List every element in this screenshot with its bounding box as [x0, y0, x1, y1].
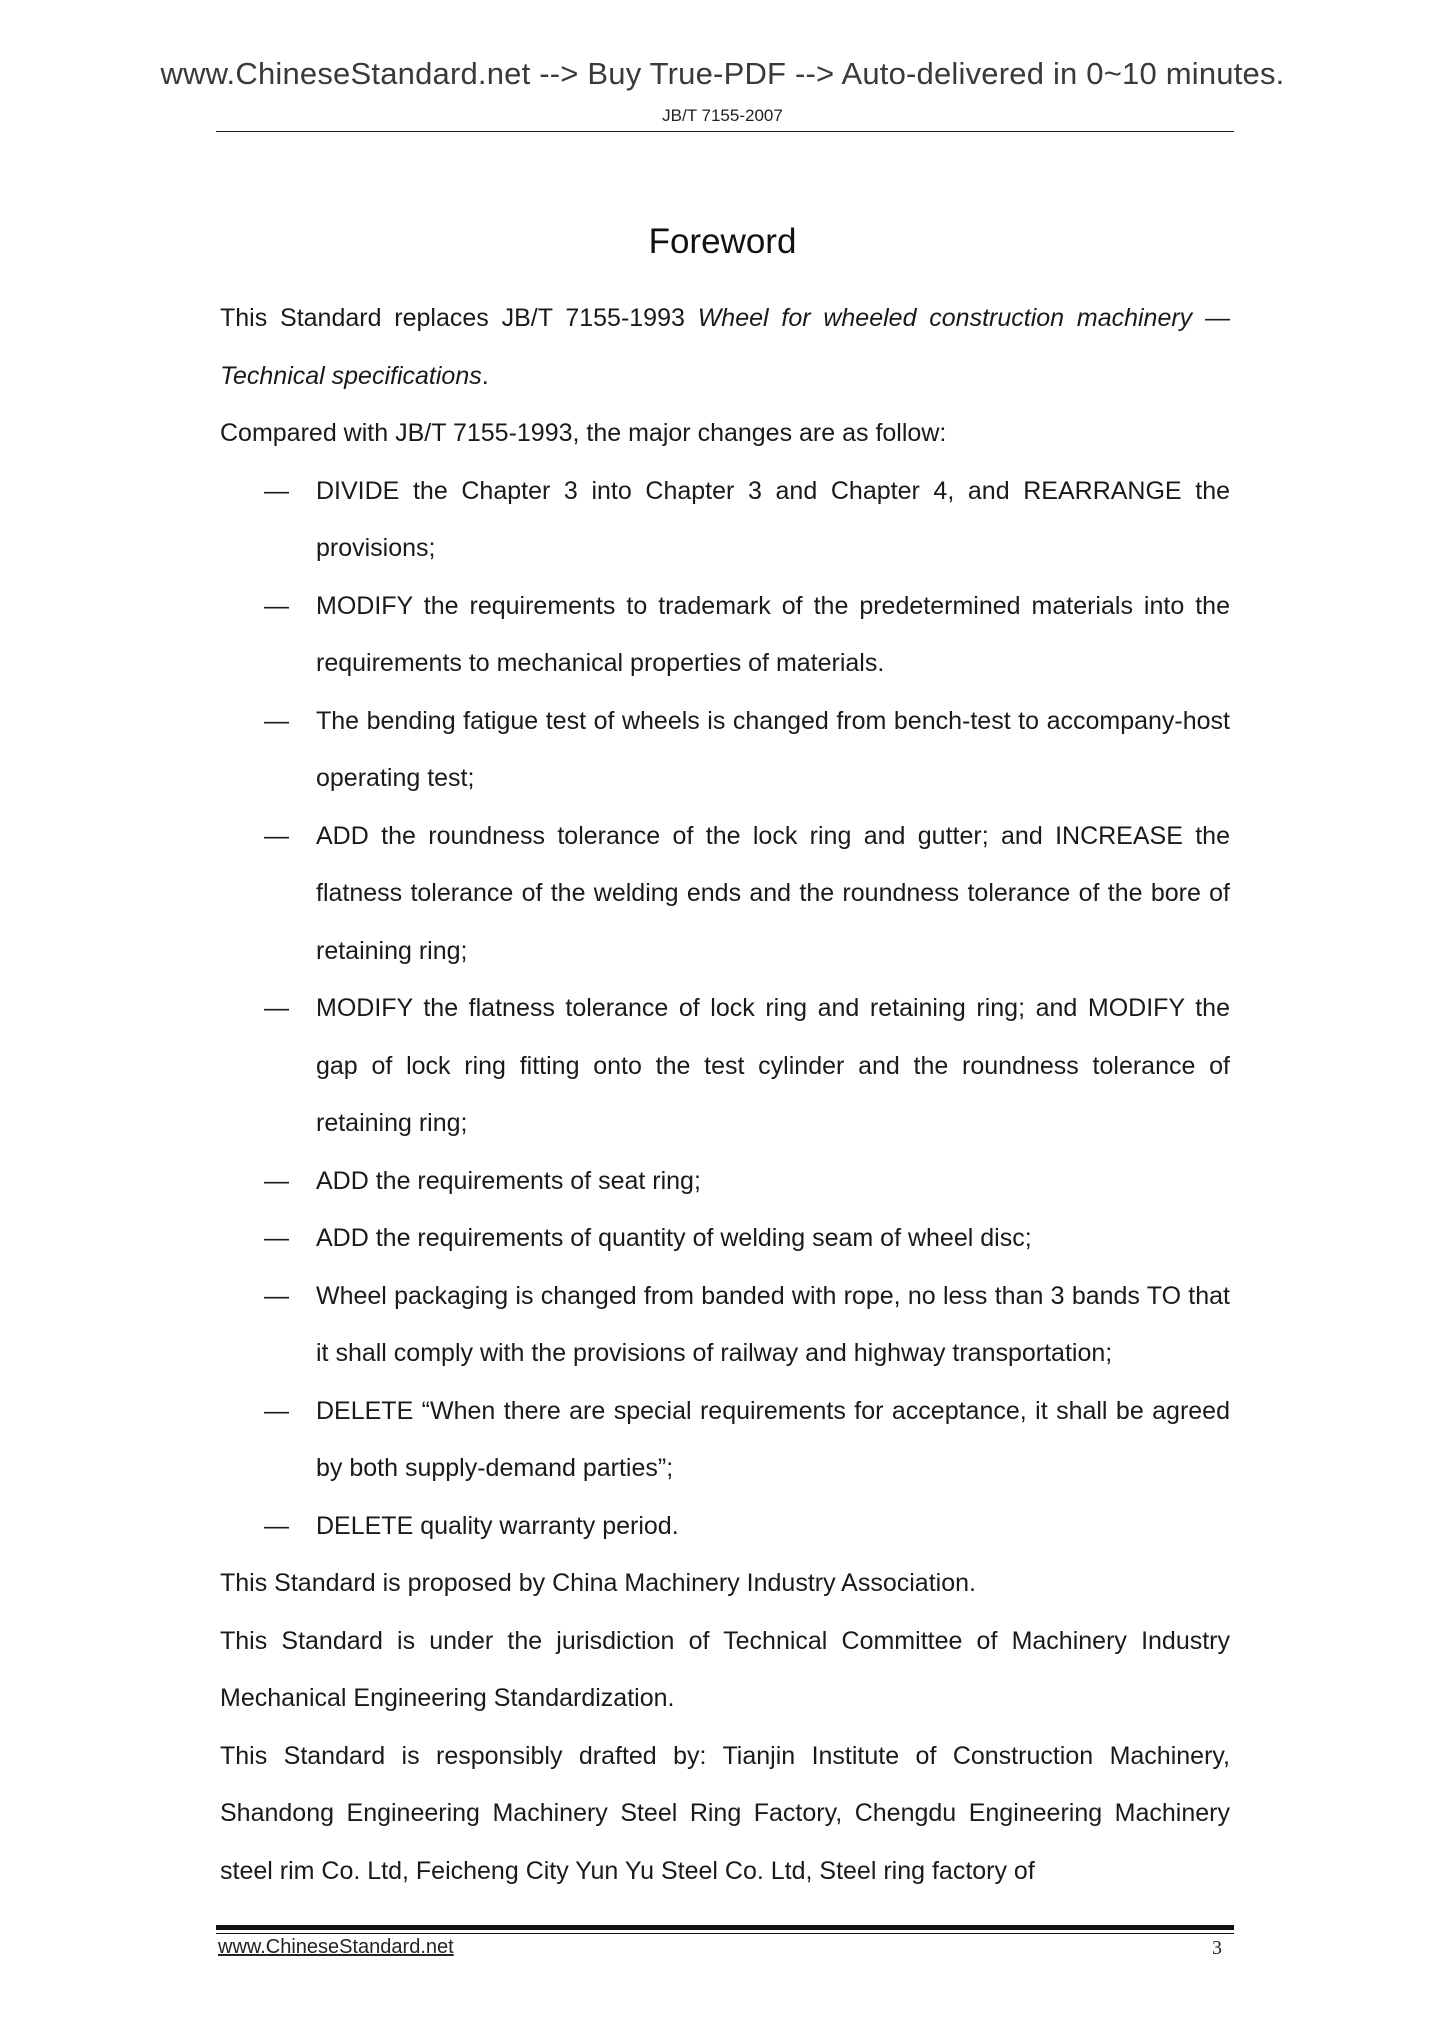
drafted-paragraph: This Standard is responsibly drafted by: Tianjin Institute of Construction Machinery, Shandong Engineering Machinery Steel Ring Factory, Chengdu Engineering Machinery steel rim Co. Ltd, Feicheng City Yun Yu Steel Co. Ltd, Steel ring factory of — [220, 1741, 1230, 1885]
changes-list — [220, 463, 1230, 1556]
dash-bullet: — — [264, 1281, 289, 1310]
intro-text: This Standard replaces JB/T 7155-1993 — [220, 304, 698, 332]
list-item — [220, 1498, 1230, 1556]
list-item — [220, 1153, 1230, 1211]
list-item-text: MODIFY the flatness tolerance of lock ring and retaining ring; and MODIFY the gap of lock ring fitting onto the test cylinder and the roundness tolerance of retaining ring; — [316, 994, 1230, 1137]
list-item — [220, 1210, 1230, 1268]
replaced-standard-title: Wheel for wheeled construction machinery — Technical specifications — [220, 304, 1230, 390]
list-item — [220, 808, 1230, 981]
footer-rule-thin — [216, 1933, 1234, 1934]
header-rule — [216, 131, 1234, 132]
dash-bullet: — — [264, 476, 289, 505]
dash-bullet: — — [264, 1511, 289, 1540]
proposed-paragraph: This Standard is proposed by China Machinery Industry Association. — [220, 1569, 976, 1597]
foreword-body — [220, 290, 1230, 1900]
list-item — [220, 463, 1230, 578]
list-item-text: DIVIDE the Chapter 3 into Chapter 3 and Chapter 4, and REARRANGE the provisions; — [316, 476, 1230, 562]
list-item — [220, 1383, 1230, 1498]
dash-bullet: — — [264, 1396, 289, 1425]
list-item — [220, 578, 1230, 693]
intro-end: . — [481, 361, 489, 390]
page-number: 3 — [1212, 1937, 1222, 1959]
list-item — [220, 693, 1230, 808]
list-item-text: ADD the requirements of seat ring; — [316, 1166, 701, 1195]
list-item-text: DELETE “When there are special requirements for acceptance, it shall be agreed by both supply-demand parties”; — [316, 1396, 1230, 1482]
page-title: Foreword — [648, 222, 797, 261]
dash-bullet: — — [264, 591, 289, 620]
list-item-text: DELETE quality warranty period. — [316, 1511, 679, 1540]
dash-bullet: — — [264, 1224, 289, 1252]
list-item-text: The bending fatigue test of wheels is changed from bench-test to accompany-host operating test; — [316, 706, 1230, 792]
source-banner: www.ChineseStandard.net --> Buy True-PDF --> Auto-delivered in 0~10 minutes. — [160, 56, 1285, 91]
list-item-text: MODIFY the requirements to trademark of the predetermined materials into the requirements to mechanical properties of materials. — [316, 591, 1230, 677]
footer-website-link[interactable]: www.ChineseStandard.net — [218, 1936, 454, 1958]
intro-paragraph — [220, 290, 1230, 405]
list-item — [220, 1268, 1230, 1383]
dash-bullet: — — [264, 994, 289, 1022]
list-item — [220, 980, 1230, 1153]
list-item-text: ADD the roundness tolerance of the lock ring and gutter; and INCREASE the flatness tolerance of the welding ends and the roundness tolerance of the bore of retaining ring; — [316, 821, 1230, 965]
dash-bullet: — — [264, 1166, 289, 1195]
footer-rule-thick — [216, 1925, 1234, 1930]
dash-bullet: — — [264, 821, 289, 850]
list-item-text: ADD the requirements of quantity of welding seam of wheel disc; — [316, 1224, 1032, 1252]
list-item-text: Wheel packaging is changed from banded with rope, no less than 3 bands TO that it shall comply with the provisions of railway and highway transportation; — [316, 1281, 1230, 1367]
compared-paragraph: Compared with JB/T 7155-1993, the major changes are as follow: — [220, 419, 947, 447]
standard-number: JB/T 7155-2007 — [662, 106, 783, 125]
dash-bullet: — — [264, 706, 289, 735]
jurisdiction-paragraph: This Standard is under the jurisdiction of Technical Committee of Machinery Industry Mechanical Engineering Standardization. — [220, 1626, 1230, 1712]
